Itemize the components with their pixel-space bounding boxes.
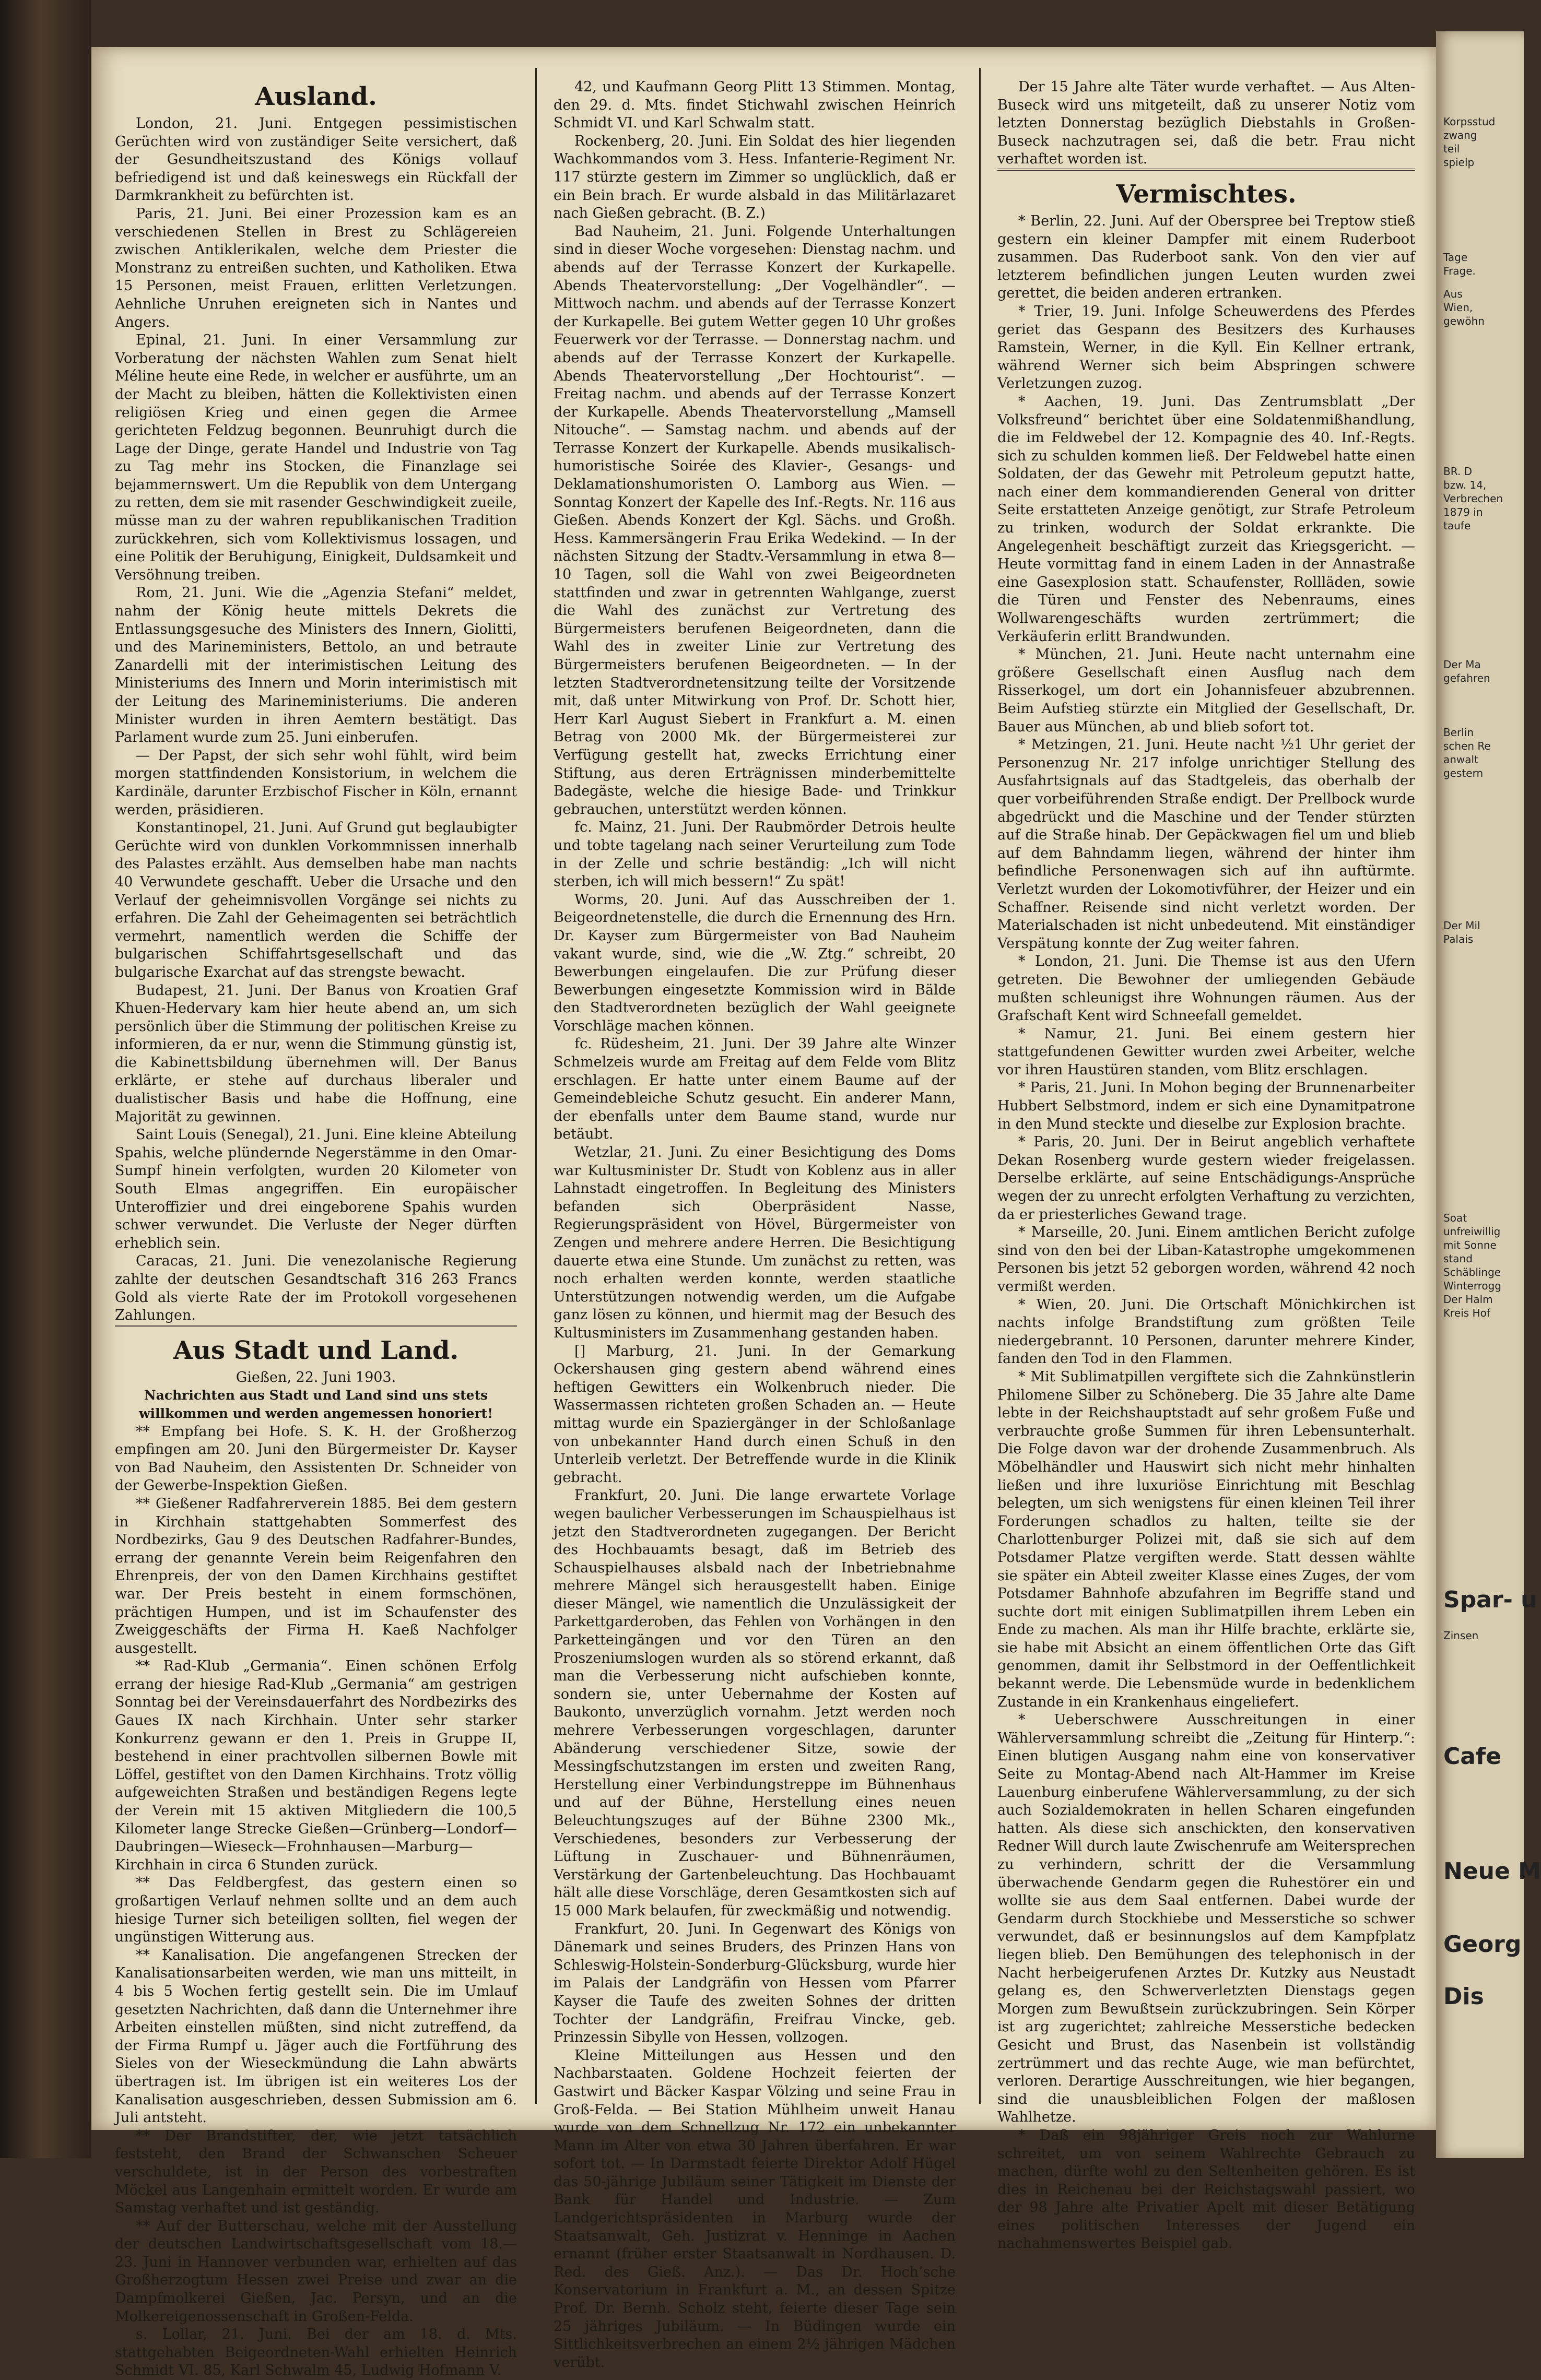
article-paragraph: — Der Papst, der sich sehr wohl fühlt, wird beim morgen stattfindenden Konsistorium, in welchem die Kardinäle, darunter Erzbischof Fischer in Köln, ernannt werden, präsidieren. — [115, 747, 517, 818]
adjacent-text-fragment: Korpsstud — [1443, 115, 1496, 128]
adjacent-text-fragment: Palais — [1443, 933, 1474, 945]
article-paragraph: ** Rad-Klub „Germania“. Einen schönen Erfolg errang der hiesige Rad-Klub „Germania“ am gestrigen Sonntag bei der Vereinsdauerfahrt des Nordbezirks des Gaues IX nach Kirchhain. Unter sehr starker Konkurrenz gewann er den 1. Preis in Gruppe II, bestehend in einer prachtvollen silbernen Bowle mit Löffel, gestiftet von den Damen Kirchhains. Trotz völlig aufgeweichten Straßen und beständigen Regens legte der Verein mit 15 aktiven Mitgliedern die 100,5 Kilometer lange Strecke Gießen—Grünberg—Londorf—Daubringen—Wieseck—Frohnhausen—Marburg—Kirchhain in circa 6 Stunden zurück. — [115, 1658, 517, 1873]
article-paragraph: * Ueberschwere Ausschreitungen in einer Wählerversammlung schreibt die „Zeitung für Hinterp.“: Einen blutigen Ausgang nahm eine von konservativer Seite zu Montag-Abend nach Alt-Hammer im Kreise Lauenburg einberufene Wählerversammlung, zu der sich auch Sozialdemokraten in hellen Scharen eingefunden hatten. Als diese sich anschickten, den konservativen Redner Will durch laute Zwischenrufe am Weitersprechen zu verhindern, schritt der die Versammlung überwachende Gendarm gegen die Ruhestörer ein und wollte sie aus dem Saal entfernen. Dabei wurde der Gendarm durch Stockhiebe und Messerstiche so schwer verwundet, daß er besinnungslos auf dem Kampfplatz liegen blieb. Den Bemühungen des telephonisch in der Nacht herbeigerufenen Arztes Dr. Kutzky aus Neustadt gelang es, den Schwerverletzten Dienstags gegen Morgen zum Bewußtsein zurückzubringen. Sein Körper ist arg zugerichtet; zahlreiche Messerstiche bedecken Gesicht und Brust, das Nasenbein ist vollständig zertrümmert und das rechte Auge, wie man befürchtet, verloren. Derartige Ausschreitungen, wie hier begangen, sind die unausbleiblichen Folgen der maßlosen Wahlhetze. — [997, 1712, 1415, 2126]
article-paragraph: * Marseille, 20. Juni. Einem amtlichen Bericht zufolge sind von den bei der Liban-Katastrophe umgekommenen Personen bis jetzt 52 geborgen worden, während 42 noch vermißt werden. — [997, 1224, 1415, 1295]
adjacent-text-fragment: BR. D — [1443, 465, 1473, 478]
article-paragraph: Saint Louis (Senegal), 21. Juni. Eine kleine Abteilung Spahis, welche plündernde Negerstämme in den Omar-Sumpf hinein verfolgten, wurden 20 Kilometer von South Elmas angegriffen. Ein europäischer Unteroffizier und drei eingeborene Spahis wurden schwer verwundet. Die Verluste der Neger dürften erheblich sein. — [115, 1127, 517, 1251]
article-paragraph: Frankfurt, 20. Juni. In Gegenwart des Königs von Dänemark und seines Bruders, des Prinzen Hans von Schleswig-Holstein-Sonderburg-Glücksburg, wurde hier im Palais der Landgräfin von Hessen vom Pfarrer Kayser die Taufe des zweiten Sohnes der dritten Tochter der Landgräfin, Freifrau Vincke, geb. Prinzessin Sibylle von Hessen, vollzogen. — [554, 1921, 956, 2046]
article-paragraph: * Metzingen, 21. Juni. Heute nacht ½1 Uhr geriet der Personenzug Nr. 217 infolge unrichtiger Stellung des Ausfahrtsignals auf das Stadtgeleis, das oberhalb der quer vorbeiführenden Straße endigt. Der Prellbock wurde abgedrückt und die Maschine und der Tender stürzten auf die Straße hinab. Der Gepäckwagen fiel um und blieb auf dem Bahndamm liegen, während der hinter ihm befindliche Personenwagen sich auf ihn auftürmte. Verletzt wurden der Lokomotivführer, der Heizer und ein Schaffner. Reisende sind nicht verletzt worden. Der Materialschaden ist nicht unbedeutend. Mit einständiger Verspätung konnte der Zug weiter fahren. — [997, 737, 1415, 952]
article-paragraph: Rom, 21. Juni. Wie die „Agenzia Stefani“ meldet, nahm der König heute mittels Dekrets die Entlassungsgesuche des Ministers des Innern, Giolitti, und des Marineministers, Bettolo, an und betraute Zanardelli mit der interimistischen Leitung des Ministeriums des Innern und Morin interimistisch mit der Leitung des Marineministeriums. Die anderen Minister wurden in ihren Aemtern bestätigt. Das Parlament wurde zum 25. Juni einberufen. — [115, 585, 517, 746]
adjacent-text-fragment: stand — [1443, 1252, 1473, 1265]
adjacent-text-fragment: Dis — [1443, 1983, 1484, 2010]
adjacent-text-fragment: Frage. — [1443, 265, 1476, 277]
adjacent-text-fragment: Berlin — [1443, 726, 1474, 739]
article-paragraph: fc. Rüdesheim, 21. Juni. Der 39 Jahre alte Winzer Schmelzeis wurde am Freitag auf dem Felde vom Blitz erschlagen. Er hatte unter einem Baume auf der Gemeindebleiche Schutz gesucht. Ein anderer Mann, der ebenfalls unter dem Baume stand, wurde nur betäubt. — [554, 1036, 956, 1143]
article-paragraph: Frankfurt, 20. Juni. Die lange erwartete Vorlage wegen baulicher Verbesserungen im Schauspielhaus ist jetzt den Stadtverordneten zugegangen. Der Bericht des Hochbauamts besagt, daß im Betrieb des Schauspielhauses alsbald nach der Inbetriebnahme mehrere Mängel sich herausgestellt haben. Einige dieser Mängel, wie namentlich die Unzulässigkeit der Parkettgarderoben, das Fehlen von Vorhängen in den Parketteingängen und vor den Türen an den Proszeniumslogen wurden als so störend erkannt, daß man die Verbesserung nicht aufschieben konnte, sondern sie, unter Uebernahme der Kosten auf Baukonto, unverzüglich vornahm. Jetzt werden noch mehrere Verbesserungen vorgeschlagen, darunter Abänderung verschiedener Sitze, sowie der Messingfschutzstangen im ersten und zweiten Rang, Herstellung einer Verbindungstreppe im Bühnenhaus und auf der Bühne, Herstellung eines neuen Beleuchtungszuges auf der Bühne 2300 Mk., Verschiedenes, besonders zur Verbesserung der Lüftung in Zuschauer- und Bühnenräumen, Verstärkung der Gartenbeleuchtung. Das Hochbauamt hält alle diese Vorschläge, deren Gesamtkosten sich auf 15 000 Mark belaufen, für zweckmäßig und notwendig. — [554, 1487, 956, 1919]
article-paragraph: London, 21. Juni. Entgegen pessimistischen Gerüchten wird von zuständiger Seite versichert, daß der Gesundheitszustand des Königs vollauf befriedigend ist und daß keineswegs ein Rückfall der Darmkrankheit zu befürchten ist. — [115, 115, 517, 204]
adjacent-text-fragment: Aus — [1443, 288, 1463, 300]
adjacent-text-fragment: zwang — [1443, 129, 1477, 141]
article-paragraph: Wetzlar, 21. Juni. Zu einer Besichtigung des Doms war Kultusminister Dr. Studt von Koblenz aus in aller Lahnstadt eingetroffen. In Begleitung des Ministers befanden sich Oberpräsident Nasse, Regierungspräsident von Hövel, Bürgermeister von Zengen und mehrere andere Herren. Die Besichtigung dauerte etwa eine Stunde. Um zunächst zu retten, was noch erhalten werden konnte, werden staatliche Unterstützungen notwendig werden, um die Aufgabe ganz lösen zu können, und hiermit mag der Besuch des Kultusministers im Zusammenhang gestanden haben. — [554, 1144, 956, 1341]
newspaper-page — [91, 47, 1436, 2379]
adjacent-text-fragment: Verbrechen — [1443, 492, 1503, 505]
section-heading-vermischtes: Vermischtes. — [997, 169, 1415, 212]
adjacent-text-fragment: Zinsen — [1443, 1629, 1479, 1642]
article-paragraph: * Paris, 21. Juni. In Mohon beging der Brunnenarbeiter Hubbert Selbstmord, indem er sich eine Dynamitpatrone in den Mund steckte und dieselbe zur Explosion brachte. — [997, 1080, 1415, 1132]
adjacent-text-fragment: Tage — [1443, 251, 1468, 264]
adjacent-text-fragment: Neue M — [1443, 1858, 1541, 1885]
article-paragraph: ** Das Feldbergfest, das gestern einen so großartigen Verlauf nehmen sollte und an dem auch hiesige Turner sich beteiligen sollten, fiel wegen der ungünstigen Witterung aus. — [115, 1875, 517, 1946]
column-rule — [535, 68, 537, 2104]
section-heading-stadt-land: Aus Stadt und Land. — [115, 1325, 517, 1369]
article-paragraph: s. Lollar, 21. Juni. Bei der am 18. d. Mts. stattgehabten Beigeordneten-Wahl erhielten Heinrich Schmidt VI. 85, Karl Schwalm 45, Ludwig Hofmann V. — [115, 2326, 517, 2379]
article-paragraph: * Daß ein 98jähriger Greis noch zur Wahlurne schreitet, um von seinem Wahlrechte Gebrauch zu machen, dürfte wohl zu den Seltenheiten gehören. Es ist dies in Reichenau bei der Reichstagswahl passiert, wo der 98 Jahre alte Privatier Apelt mit dieser Betätigung eines politischen Interesses der Jugend ein nachahmenswertes Beispiel gab. — [997, 2127, 1415, 2252]
article-paragraph: * Aachen, 19. Juni. Das Zentrumsblatt „Der Volksfreund“ berichtet über eine Soldatenmißhandlung, die im Feldwebel der 12. Kompagnie des 40. Inf.-Regts. sich zu schulden kommen ließ. Der Feldwebel hatte einen Soldaten, der das Gewehr mit Petroleum geputzt hatte, nach einer dem kommandierenden General von dritter Seite erstatteten Anzeige genötigt, zur Strafe Petroleum zu trinken, wodurch der Soldat erkrankte. Die Angelegenheit beschäftigt zurzeit das Kriegsgericht. — Heute vormittag fand in einem Laden in der Annastraße eine Gasexplosion statt. Schaufenster, Rollläden, sowie die Türen und Fenster des Nebenraums, eines Wollwarengeschäfts wurden zertrümmert; die Verkäuferin erlitt Brandwunden. — [997, 393, 1415, 645]
adjacent-text-fragment: Der Ma — [1443, 658, 1481, 671]
column-3-articles — [997, 212, 1415, 2253]
article-paragraph: Epinal, 21. Juni. In einer Versammlung zur Vorberatung der nächsten Wahlen zum Senat hielt Méline heute eine Rede, in welcher er ausführte, um an der Macht zu bleiben, hätten die Kollektivisten einen religiösen Krieg und einen gegen die Armee gerichteten Feldzug begonnen. Beunruhigt durch die Lage der Dinge, gerate Handel und Industrie von Tag zu Tag mehr ins Stocken, die Finanzlage sei bejammernswert. Um die Republik von dem Untergang zu retten, dem sie mit rasender Geschwindigkeit zueile, müsse man zu der wahren republikanischen Tradition zurückkehren, sich vom Kollektivismus lossagen, und eine Politik der Beruhigung, Einigkeit, Duldsamkeit und Versöhnung treiben. — [115, 332, 517, 583]
adjacent-text-fragment: Georg — [1443, 1931, 1522, 1958]
article-paragraph: * Paris, 20. Juni. Der in Beirut angeblich verhaftete Dekan Rosenberg wurde gestern wieder freigelassen. Derselbe erklärte, auf seine Entschädigungs-Ansprüche wegen der zu unrecht erfolgten Verhaftung zu verzichten, da er priesterliches Gewand trage. — [997, 1134, 1415, 1223]
article-paragraph: * Namur, 21. Juni. Bei einem gestern hier stattgefundenen Gewitter wurden zwei Arbeiter, welche vor ihren Haustüren standen, vom Blitz erschlagen. — [997, 1025, 1415, 1078]
article-paragraph: ** Kanalisation. Die angefangenen Strecken der Kanalisationsarbeiten werden, wie man uns mitteilt, in 4 bis 5 Wochen fertig gestellt sein. Die im Umlauf gesetzten Nachrichten, daß dann die Unternehmer ihre Arbeiten einstellen müßten, sind nicht zutreffend, da der Firma Rumpf u. Jäger auch die Fortführung des Sieles von der Wieseckmündung die Lahn abwärts übertragen ist. Im übrigen ist ein weiteres Los der Kanalisation ausgeschrieben, dessen Submission am 6. Juli antsteht. — [115, 1947, 517, 2126]
adjacent-text-fragment: teil — [1443, 143, 1460, 155]
adjacent-text-fragment: taufe — [1443, 519, 1471, 532]
article-paragraph: Paris, 21. Juni. Bei einer Prozession kam es an verschiedenen Stellen in Brest zu Schlägereien zwischen Antiklerikalen, welche dem Priester die Monstranz zu entreißen suchten, und Katholiken. Etwa 15 Personen, meist Frauen, erlitten Verletzungen. Aehnliche Unruhen ereigneten sich in Nantes und Angers. — [115, 205, 517, 330]
adjacent-text-fragment: Wien, — [1443, 301, 1473, 314]
adjacent-page-fragment — [1436, 31, 1541, 2158]
adjacent-text-fragment: Kreis Hof — [1443, 1307, 1490, 1319]
article-paragraph: ** Auf der Butterschau, welche mit der Ausstellung der deutschen Landwirtschaftsgesellschaft vom 18.—23. Juni in Hannover verbunden war, erhielten auf das Großherzogtum Hessen zwei Preise und zwar an die Dampfmolkerei Gießen, Jac. Persyn, und an die Molkereigenossenschaft in Großen-Felda. — [115, 2218, 517, 2325]
article-paragraph: * Mit Sublimatpillen vergiftete sich die Zahnkünstlerin Philomene Silber zu Schöneberg. Die 35 Jahre alte Dame lebte in der Reichshauptstadt auf sehr großem Fuße und verbrauchte große Summen für ihren Lebensunterhalt. Die Folge davon war der drohende Zusammenbruch. Als Möbelhändler und Hauswirt sich nicht mehr hinhalten ließen und ihre luxuriöse Einrichtung mit Beschlag belegten, um sich wenigstens für einen kleinen Teil ihrer Forderungen schadlos zu halten, teilte sie der Charlottenburger Polizei mit, daß sie sich auf dem Potsdamer Platze vergiften werde. Statt dessen wählte sie später ein Abteil zweiter Klasse eines Zuges, der vom Potsdamer Bahnhofe abzufahren im Begriffe stand und suchte dort mit einigen Sublimatpillen ihrem Leben ein Ende zu machen. Als man ihr Hilfe brachte, erklärte sie, sie habe mit Absicht an einem öffentlichen Orte das Gift genommen, damit ihr Selbstmord in der Oeffentlichkeit bekannt werde. Die Lebensmüde wurde in bedenklichem Zustande in ein Krankenhaus eingeliefert. — [997, 1368, 1415, 1710]
adjacent-text-fragment: 1879 in — [1443, 506, 1483, 518]
article-paragraph: * Trier, 19. Juni. Infolge Scheuwerdens des Pferdes geriet das Gespann des Besitzers des Kurhauses Ramstein, Werner, in die Kyll. Ein Kellner ertrank, während Werner sich beim Abspringen schwere Verletzungen zuzog. — [997, 303, 1415, 392]
adjacent-text-fragment: gefahren — [1443, 672, 1490, 684]
adjacent-text-fragment: Spar- u — [1443, 1586, 1537, 1613]
column-1-local-articles — [115, 1423, 517, 2380]
adjacent-text-fragment: bzw. 14, — [1443, 479, 1487, 491]
column-3 — [997, 78, 1415, 2252]
article-paragraph: * München, 21. Juni. Heute nacht unternahm eine größere Gesellschaft einen Ausflug nach dem Risserkogel, um dort ein Johannisfeuer abzubrennen. Beim Aufstieg stürzte ein Mitglied der Gesellschaft, Dr. Bauer aus München, ab und blieb sofort tot. — [997, 646, 1415, 735]
article-paragraph: Budapest, 21. Juni. Der Banus von Kroatien Graf Khuen-Hedervary kam hier heute abend an, um sich persönlich über die Stimmung der politischen Kreise zu informieren, da er nur, wenn die Stimmung günstig ist, die Kabinettsbildung übernehmen will. Der Banus erklärte, er stehe auf durchaus liberaler und dualistischer Basis und habe die Hoffnung, eine Majorität zu gewinnen. — [115, 982, 517, 1125]
article-paragraph: Kleine Mitteilungen aus Hessen und den Nachbarstaaten. Goldene Hochzeit feierten der Gastwirt und Bäcker Kaspar Völzing und seine Frau in Groß-Felda. — Bei Station Mühlheim unweit Hanau wurde von dem Schnellzug Nr. 172 ein unbekannter Mann im Alter von etwa 30 Jahren überfahren. Er war sofort tot. — In Darmstadt feierte Direktor Adolf Hügel das 50-jährige Jubiläum seiner Tätigkeit im Dienste der Bank für Handel und Industrie. — Zum Landgerichtspräsidenten in Marburg wurde der Staatsanwalt, Geh. Justizrat v. Henninge in Aachen ernannt (früher erster Staatsanwalt in Nordhausen. D. Red. des Gieß. Anz.). — Das Dr. Hoch’sche Konservatorium in Frankfurt a. M., an dessen Spitze Prof. Dr. Bernh. Scholz steht, feierte dieser Tage sein 25 jähriges Jubiläum. — In Büdingen wurde ein Sittlichkeitsverbrechen an einem 2½ jährigen Mädchen verübt. — [554, 2047, 956, 2371]
adjacent-text-fragment: gewöhn — [1443, 315, 1485, 327]
adjacent-text-fragment: unfreiwillig — [1443, 1225, 1501, 1238]
column-2-articles — [554, 78, 956, 2372]
article-paragraph: 42, und Kaufmann Georg Plitt 13 Stimmen. Montag, den 29. d. Mts. findet Stichwahl zwischen Heinrich Schmidt VI. und Karl Schwalm statt. — [554, 79, 956, 132]
adjacent-text-fragment: Soat — [1443, 1212, 1467, 1224]
adjacent-text-fragment: anwalt — [1443, 753, 1478, 766]
article-paragraph: ** Der Brandstifter, der, wie jetzt tatsächlich feststeht, den Brand der Schwanschen Scheuer verschuldete, ist in der Person des vorbestraften Möckel aus Langenhain ermittelt worden. Er wurde am Samstag verhaftet und ist geständig. — [115, 2127, 517, 2217]
adjacent-text-fragment: Schäblinge — [1443, 1266, 1501, 1278]
adjacent-text-fragment: Der Halm — [1443, 1293, 1493, 1306]
adjacent-text-fragment: gestern — [1443, 767, 1484, 779]
article-paragraph: ** Gießener Radfahrerverein 1885. Bei dem gestern in Kirchhain stattgehabten Sommerfest des Nordbezirks, Gau 9 des Deutschen Radfahrer-Bundes, errang der genannte Verein beim Reigenfahren den Ehrenpreis, der von den Damen Kirchhains gestiftet war. Der Preis besteht in einem formschönen, prächtigen Humpen, und ist im Schaufenster des Zweiggeschäfts der Firma H. Kaeß Nachfolger ausgestellt. — [115, 1495, 517, 1656]
article-paragraph: ** Empfang bei Hofe. S. K. H. der Großherzog empfingen am 20. Juni den Bürgermeister Dr. Kayser von Bad Nauheim, den Assistenten Dr. Schneider von der Gewerbe-Inspektion Gießen. — [115, 1423, 517, 1494]
column-rule — [979, 68, 981, 2104]
column-2 — [554, 78, 956, 2371]
column-1-articles — [115, 115, 517, 1325]
article-paragraph: [] Marburg, 21. Juni. In der Gemarkung Ockershausen ging gestern abend während eines heftigen Gewitters ein Wolkenbruch nieder. Die Wassermassen richteten großen Schaden an. — Heute mittag wurde ein Spaziergänger in der Schloßanlage von unbekannter Hand durch einen Schuß in den Unterleib verletzt. Der Betreffende wurde in die Klinik gebracht. — [554, 1343, 956, 1486]
article-paragraph: * Berlin, 22. Juni. Auf der Oberspree bei Treptow stieß gestern ein kleiner Dampfer mit einem Ruderboot zusammen. Das Ruderboot sank. Von den vier auf letzterem befindlichen jungen Leuten wurden zwei gerettet, die beiden anderen ertranken. — [997, 212, 1415, 302]
article-paragraph: fc. Mainz, 21. Juni. Der Raubmörder Detrois heulte und tobte tagelang nach seiner Verurteilung zum Tode in der Zelle und schrie beständig: „Ich will nicht sterben, ich will mich bessern!“ Zu spät! — [554, 819, 956, 890]
article-paragraph: Caracas, 21. Juni. Die venezolanische Regierung zahlte der deutschen Gesandtschaft 316 263 Francs Gold als vierte Rate der im Protokoll vorgesehenen Zahlungen. — [115, 1253, 517, 1324]
column-3-intro: Der 15 Jahre alte Täter wurde verhaftet. — Aus Alten-Buseck wird uns mitgeteilt, daß zu unserer Notiz vom letzten Donnerstag bezüglich Diebstahls in Großen-Buseck nachzutragen sei, daß die betr. Frau nicht verhaftet worden ist. — [997, 79, 1415, 168]
adjacent-text-fragment: spielp — [1443, 156, 1475, 169]
article-paragraph: Bad Nauheim, 21. Juni. Folgende Unterhaltungen sind in dieser Woche vorgesehen: Dienstag nachm. und abends auf der Terrasse Konzert der Kurkapelle. Abends Theatervorstellung: „Der Vogelhändler“. — Mittwoch nachm. und abends auf der Terrasse Konzert der Kurkapelle. Bei gutem Wetter gegen 10 Uhr großes Feuerwerk vor der Terrasse. — Donnerstag nachm. und abends auf der Terrasse Konzert der Kurkapelle. Abends Theatervorstellung „Der Hochtourist“. — Freitag nachm. und abends auf der Terrasse Konzert der Kurkapelle. Abends Theatervorstellung „Mamsell Nitouche“. — Samstag nachm. und abends auf der Terrasse Konzert der Kurkapelle. Abends musikalisch-humoristische Soirée des Klavier-, Gesangs- und Deklamationshumoristen O. Lamborg aus Wien. — Sonntag Konzert der Kapelle des Inf.-Regts. Nr. 116 aus Gießen. Abends Konzert der Kgl. Sächs. und Großh. Hess. Kammersängerin Frau Erika Wedekind. — In der nächsten Sitzung der Stadtv.-Versammlung in etwa 8—10 Tagen, soll die Wahl von zwei Beigeordneten stattfinden und zwar in getrennten Wahlgange, zuerst die Wahl des zunächst zur Vertretung des Bürgermeisters berufenen Beigeordneten, dann die Wahl des in zweiter Linie zur Vertretung des Bürgermeisters berufenen Beigeordneten. — In der letzten Stadtverordnetensitzung teilte der Vorsitzende mit, daß unter Mitwirkung von Prof. Dr. Schott hier, Herr Karl August Siebert in Frankfurt a. M. einen Betrag von 2000 Mk. der Bürgermeisterei zur Verfügung gestellt hat, zwecks Errichtung einer Stiftung, aus deren Erträgnissen minderbemittelte Badegäste, welche die hiesige Bade- und Trinkkur gebrauchen, unterstützt werden können. — [554, 223, 956, 818]
notice: Nachrichten aus Stadt und Land sind uns stets willkommen und werden angemessen honoriert! — [138, 1388, 493, 1421]
column-1 — [115, 78, 517, 2379]
article-paragraph: Rockenberg, 20. Juni. Ein Soldat des hier liegenden Wachkommandos vom 3. Hess. Infanterie-Regiment Nr. 117 stürzte gestern im Zimmer so unglücklich, daß er ein Bein brach. Er wurde alsbald in das Militärlazaret nach Gießen gebracht. (B. Z.) — [554, 133, 956, 222]
article-paragraph: * London, 21. Juni. Die Themse ist aus den Ufern getreten. Die Bewohner der umliegenden Gebäude mußten schleunigst ihre Wohnungen räumen. Aus der Grafschaft Kent wird Schneefall gemeldet. — [997, 953, 1415, 1024]
adjacent-text-fragment: Winterrogg — [1443, 1280, 1501, 1292]
adjacent-text-fragment: Der Mil — [1443, 919, 1480, 932]
article-paragraph: Worms, 20. Juni. Auf das Ausschreiben der 1. Beigeordnetenstelle, die durch die Ernennung des Hrn. Dr. Kayser zum Bürgermeister von Bad Nauheim vakant wurde, sind, wie die „W. Ztg.“ schreibt, 20 Bewerbungen eingelaufen. Die zur Prüfung dieser Bewerbungen eingesetzte Kommission wird in Bälde den Stadtverordneten bezüglich der Wahl geeignete Vorschläge machen können. — [554, 891, 956, 1034]
article-paragraph: Konstantinopel, 21. Juni. Auf Grund gut beglaubigter Gerüchte wird von dunklen Vorkommnissen innerhalb des Palastes erzählt. Aus demselben habe man nachts 40 Verwundete geschafft. Ueber die Ursache und den Verlauf der geheimnisvollen Vorgänge sei nichts zu erfahren. Die Zahl der Geheimagenten sei beträchtlich vermehrt, namentlich werden die Schiffe der bulgarischen Schiffahrtsgesellschaft und das bulgarische Exarchat auf das strengste bewacht. — [115, 820, 517, 980]
section-heading-ausland: Ausland. — [255, 82, 377, 111]
adjacent-text-fragment: schen Re — [1443, 740, 1491, 752]
adjacent-text-fragment: Cafe — [1443, 1743, 1501, 1770]
adjacent-text-fragment: mit Sonne — [1443, 1239, 1497, 1251]
dateline: Gießen, 22. Juni 1903. — [236, 1369, 396, 1386]
article-paragraph: * Wien, 20. Juni. Die Ortschaft Mönichkirchen ist nachts infolge Brandstiftung zum größten Teile niedergebrannt. 10 Personen, darunter mehrere Kinder, fanden den Tod in den Flammen. — [997, 1296, 1415, 1367]
book-binding — [0, 0, 91, 2158]
